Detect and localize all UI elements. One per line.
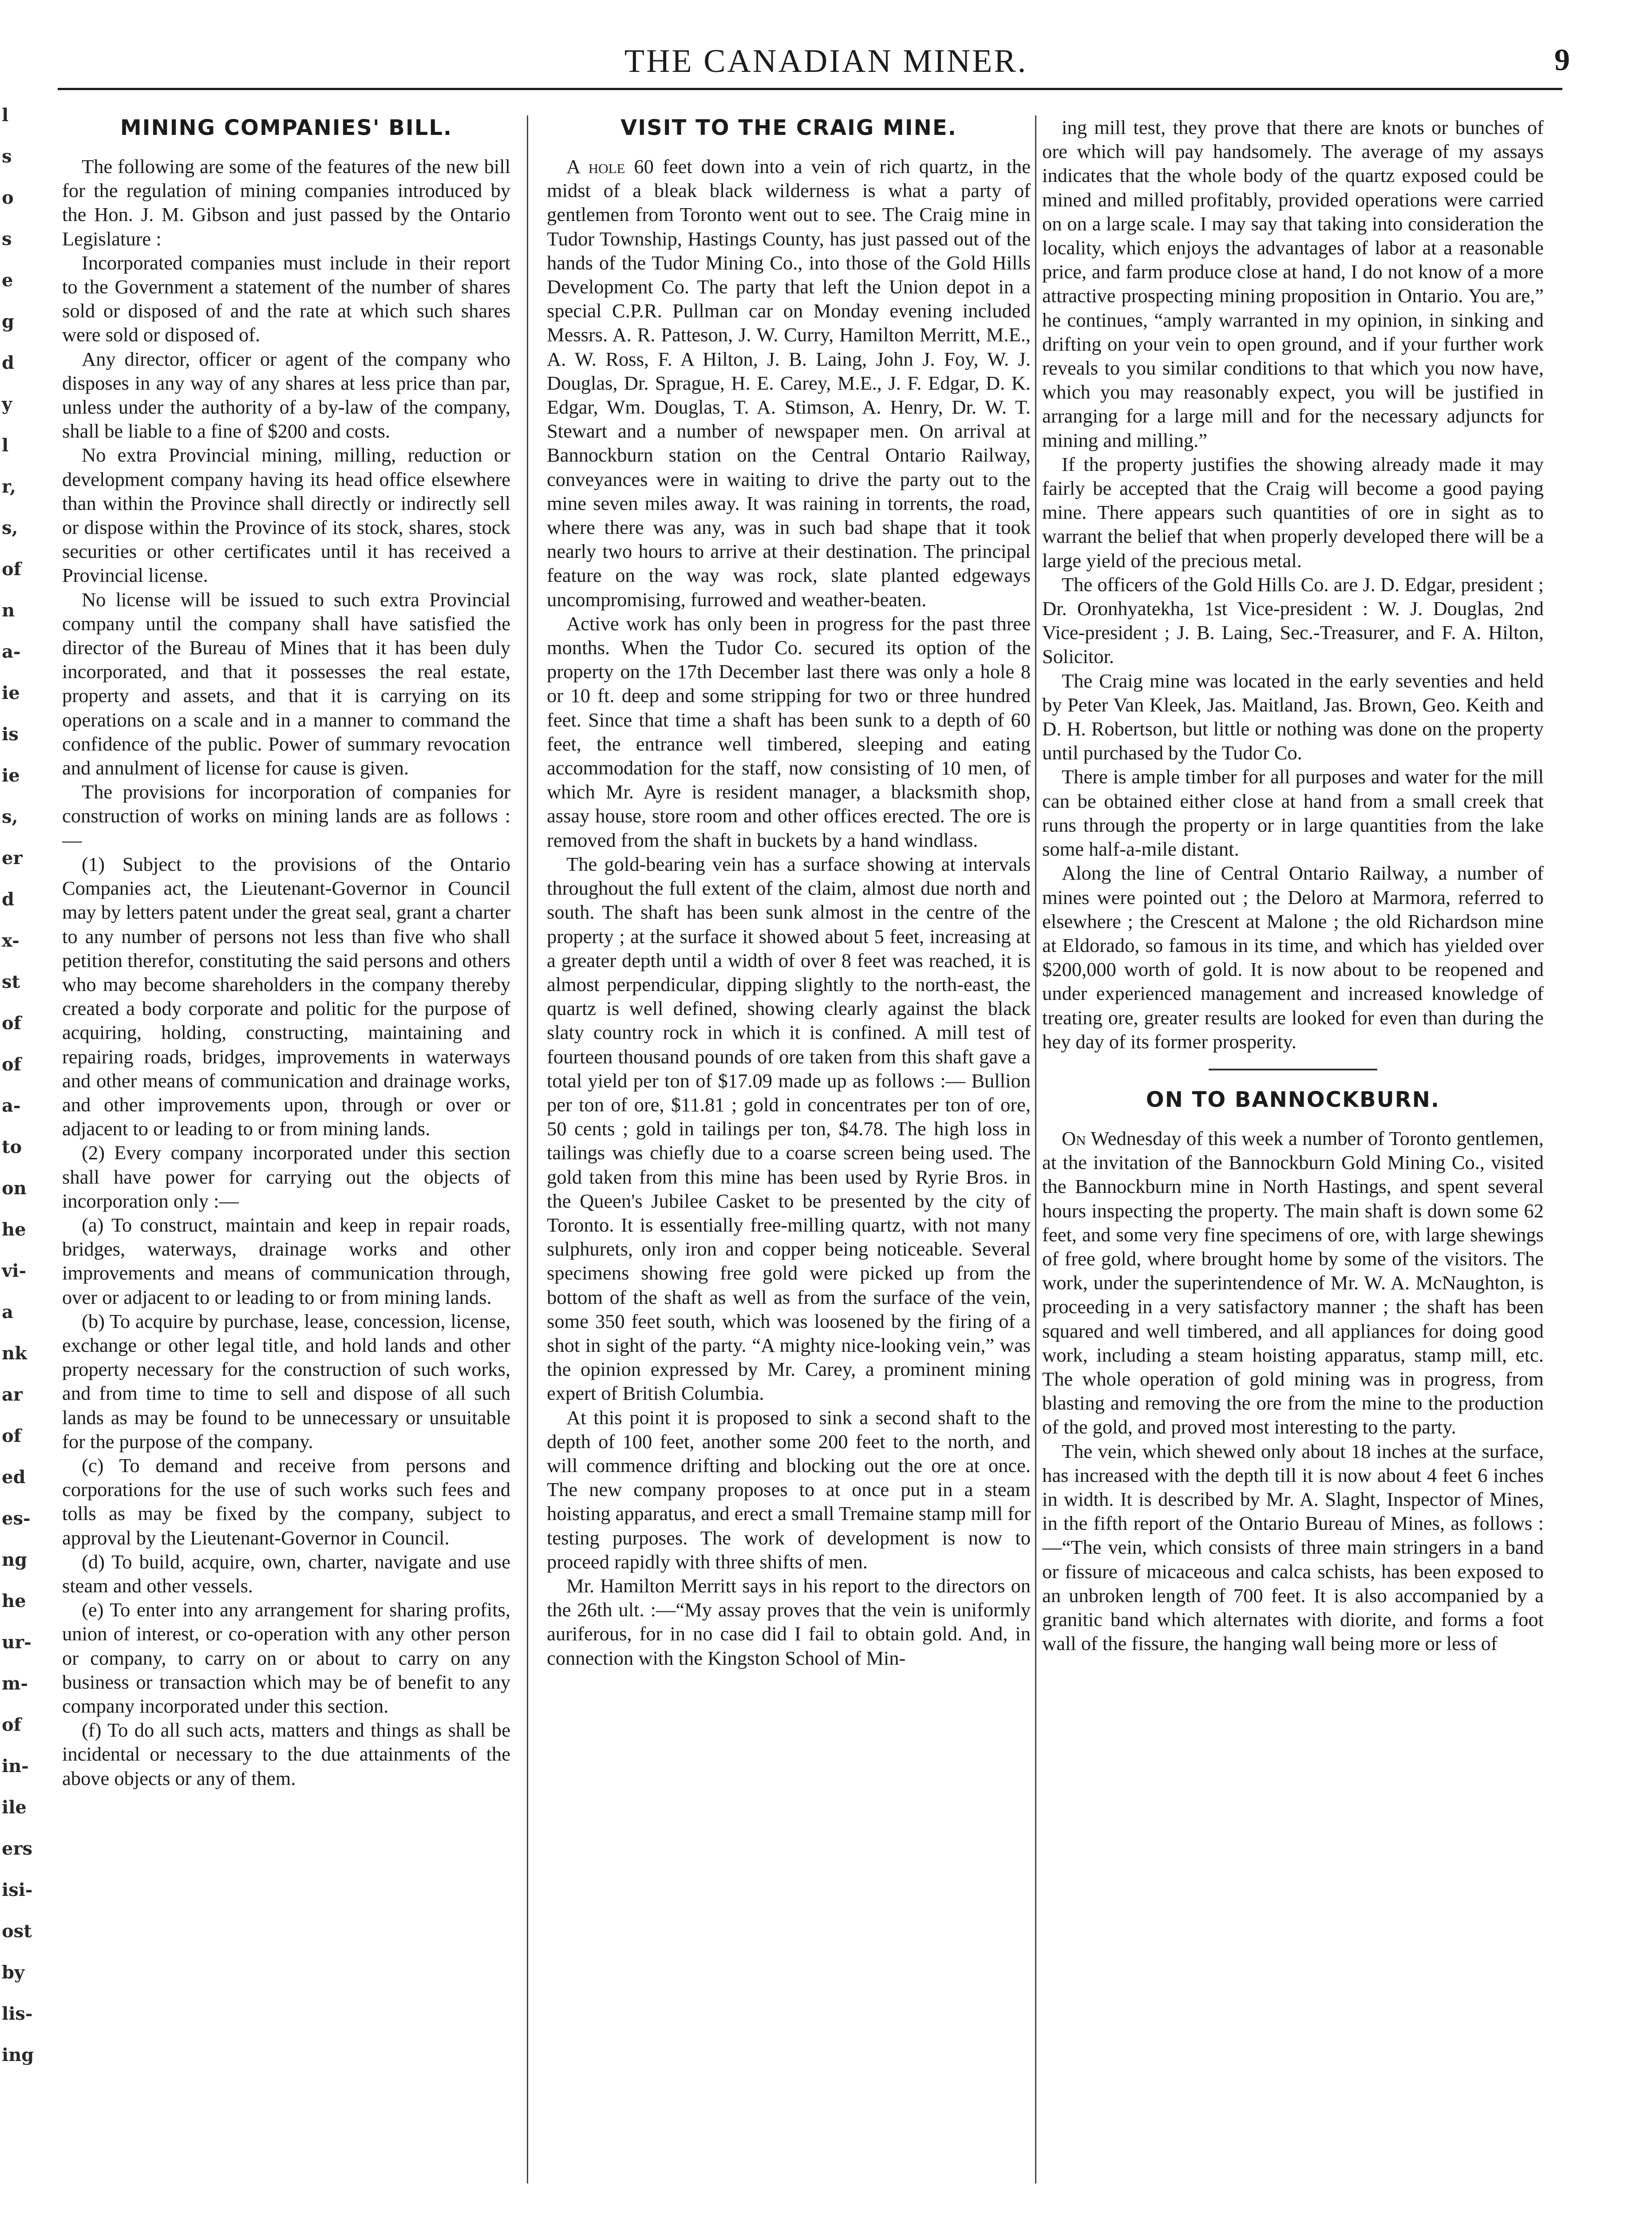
margin-fragment: ers [2,1838,33,1859]
article-body [1042,1126,1544,1655]
column-1 [62,115,510,2200]
margin-fragment: to [2,1137,22,1157]
left-margin-fragments [0,53,40,2077]
margin-fragment: he [2,1219,26,1240]
margin-fragment: of [2,1054,21,1075]
margin-fragment: by [2,1962,25,1983]
paragraph: There is ample timber for all purposes and water for the mill can be obtained either close at hand from a small creek that runs through the property or in large quantities from the lake some half-a-mile distant. [1042,766,1544,861]
article-body [547,154,1031,1670]
paragraph: (a) To construct, maintain and keep in repair roads, bridges, waterways, drainage works and other improvements and means of communication through, over or adjacent to or leading to or from mining lands. [62,1213,510,1308]
margin-fragment: ie [2,683,20,703]
margin-fragment: y [2,394,12,415]
margin-fragment: a [2,1302,13,1323]
paragraph: The Craig mine was located in the early seventies and held by Peter Van Kleek, Jas. Maitland, Jas. Brown, Geo. Keith and D. H. Robertson, but little or nothing was done on the property until purchased by the Tudor Co. [1042,669,1544,764]
paragraph: The gold-bearing vein has a surface showing at intervals throughout the full extent of the claim, almost due north and south. The shaft has been sunk almost in the centre of the property ; at the surface it showed about 5 feet, increasing at a greater depth until a width of over 8 feet was reached, it is almost perpendicular, dipping slightly to the north-east, the quartz is well defined, showing clearly against the black slaty country rock in which it is confined. A mill test of fourteen thousand pounds of ore taken from this shaft gave a total yield per ton of $17.09 made up as follows :— Bullion per ton of ore, $11.81 ; gold in concentrates per ton of ore, 50 cents ; gold in tailings per ton, $4.78. The high loss in tailings was chiefly due to a coarse screen being used. The gold taken from this mine has been used by Ryrie Bros. in the Queen's Jubilee Casket to be presented by the city of Toronto. It is essentially free-milling quartz, with not many sulphurets, only iron and copper being noticeable. Several specimens showing free gold were picked up from the bottom of the shaft as well as from the surface of the vein, some 350 feet south, which was loosened by the firing of a shot in sight of the party. “A mighty nice-looking vein,” was the opinion expressed by Mr. Carey, a prominent mining expert of British Columbia. [547,853,1031,1405]
paragraph [547,154,1031,612]
article-headline: ON TO BANNOCKBURN. [1146,1087,1440,1112]
paragraph: If the property justifies the showing already made it may fairly be accepted that the Craig will become a good paying mine. There appears such quantities of ore in sight as to warrant the belief that when properly developed there will be a large yield of the precious metal. [1042,453,1544,572]
paragraph: (b) To acquire by purchase, lease, concession, license, exchange or other legal title, and hold lands and other property necessary for the construction of such works, and from time to time to sell and dispose of all such lands as may be found to be unnecessary or unsuitable for the purpose of the company. [62,1310,510,1453]
margin-fragment: s [2,229,12,249]
margin-fragment: ing [2,2045,34,2065]
margin-fragment: ost [2,1921,32,1942]
margin-fragment: of [2,1714,21,1735]
margin-fragment: of [2,1013,21,1034]
paragraph: The vein, which shewed only about 18 inches at the surface, has increased with the depth till it is now about 4 feet 6 inches in width. It is described by Mr. A. Slaght, Inspector of Mines, in the fifth report of the Ontario Bureau of Mines, as follows :—“The vein, which consists of three main stringers in a band or fissure of micaceous and calca schists, has been exposed to an unbroken length of 700 feet. It is also accompanied by a granitic band which alternates with diorite, and forms a foot wall of the fissure, the hanging wall being more or less of [1042,1440,1544,1655]
margin-fragment: l [2,435,9,456]
paragraph: At this point it is proposed to sink a second shaft to the depth of 100 feet, another some 200 feet to the north, and will commence drifting and blocking out the ore at once. The new company proposes to at once put in a steam hoisting apparatus, and erect a small Tremaine stamp mill for testing purposes. The work of development is now to proceed rapidly with three shifts of men. [547,1406,1031,1573]
masthead-title: THE CANADIAN MINER. [624,43,1028,79]
paragraph: (1) Subject to the provisions of the Ontario Companies act, the Lieutenant-Governor in Council may by letters patent under the great seal, grant a charter to any number of persons not less than five who shall petition therefor, constituting the said persons and others who may become shareholders in the company thereby created a body corporate and politic for the purpose of acquiring, holding, constructing, maintaining and repairing roads, bridges, improvements in waterways and other means of communication and drainage works, and other improvements upon, through or over or adjacent to or leading to or from mining lands. [62,853,510,1140]
paragraph: The following are some of the features of the new bill for the regulation of mining companies introduced by the Hon. J. M. Gibson and just passed by the Ontario Legislature : [62,155,510,250]
lead-word: A hole [566,155,625,178]
margin-fragment: isi- [2,1879,33,1900]
paragraph: The officers of the Gold Hills Co. are J. D. Edgar, president ; Dr. Oronhyatekha, 1st Vice-president : W. J. Douglas, 2nd Vice-president ; J. B. Laing, Sec.-Treasurer, and F. A. Hilton, Solicitor. [1042,573,1544,668]
column-divider [527,115,528,2183]
paragraph: (c) To demand and receive from persons and corporations for the use of such works such fees and tolls as may be fixed by the company, subject to approval by the Lieutenant-Governor in Council. [62,1454,510,1549]
paragraph: Mr. Hamilton Merritt says in his report to the directors on the 26th ult. :—“My assay proves that the vein is uniformly auriferous, for in no case did I fail to obtain gold. And, in connection with the Kingston School of Min- [547,1574,1031,1669]
margin-fragment: ie [2,765,20,786]
column-2 [547,115,1031,2200]
margin-fragment: of [2,1425,21,1446]
margin-fragment: a- [2,1095,21,1116]
margin-fragment: n [2,600,15,621]
page-number: 9 [1554,43,1570,77]
margin-fragment: d [2,889,14,910]
margin-fragment: on [2,1178,27,1199]
article-headline: MINING COMPANIES' BILL. [120,115,453,140]
margin-fragment: a- [2,641,21,662]
margin-fragment: l [2,105,9,126]
margin-fragment: ed [2,1467,26,1488]
margin-fragment: in- [2,1756,29,1777]
margin-fragment: ile [2,1797,27,1818]
paragraph: Active work has only been in progress for the past three months. When the Tudor Co. secured its option of the property on the 17th December last there was only a hole 8 or 10 ft. deep and some stripping for two or three hundred feet. Since that time a shaft has been sunk to a depth of 60 feet, the entrance well timbered, sleeping and eating accommodation for the staff, now consisting of 10 men, of which Mr. Ayre is resident manager, a blacksmith shop, assay house, store room and other offices erected. The ore is removed from the shaft in buckets by a hand windlass. [547,612,1031,851]
running-head [0,43,1652,83]
margin-fragment: of [2,559,21,580]
margin-fragment: lis- [2,2003,33,2024]
paragraph: Along the line of Central Ontario Railway, a number of mines were pointed out ; the Deloro at Marmora, referred to elsewhere ; the Crescent at Malone ; the old Richardson mine at Eldorado, so famous in its time, and which has yielded over $200,000 worth of gold. It is now about to be reopened and under experienced management and increased knowledge of treating ore, greater results are looked for even than during the hey day of its former prosperity. [1042,862,1544,1053]
header-rule [58,88,1562,90]
article-body [62,154,510,1790]
paragraph: (d) To build, acquire, own, charter, navigate and use steam and other vessels. [62,1550,510,1597]
margin-fragment: nk [2,1343,27,1364]
margin-fragment: s, [2,517,18,538]
paragraph: ing mill test, they prove that there are knots or bunches of ore which will pay handsomely. The average of my assays indicates that the whole body of the quartz exposed could be mined and milled profitably, provided operations were carried on on a large scale. I may say that taking into consideration the locality, which enjoys the advantages of labor at a reasonable price, and farm produce close at hand, I do not know of a more attractive prospecting mining proposition in Ontario. You are,” he continues, “amply warranted in my opinion, in sinking and drifting on your vein to open ground, and if your further work reveals to you similar conditions to that which you now have, which you may reasonably expect, you will be justified in arranging for a large mill and for the necessary adjuncts for mining and milling.” [1042,116,1544,451]
column-3 [1042,115,1544,2201]
margin-fragment: m- [2,1673,28,1694]
paragraph: (f) To do all such acts, matters and things as shall be incidental or necessary to the due attainments of the above objects or any of them. [62,1719,510,1789]
margin-fragment: he [2,1591,26,1611]
margin-fragment: ur- [2,1632,32,1653]
paragraph: No license will be issued to such extra Provincial company until the company shall have satisfied the director of the Bureau of Mines that it has been duly incorporated, and that it possesses the real estate, property and assets, and that it is carrying on its operations on a scale and in a manner to command the confidence of the public. Power of summary revocation and annulment of license for cause is given. [62,588,510,779]
margin-fragment: vi- [2,1260,27,1281]
margin-fragment: e [2,270,13,291]
section-rule [1209,1069,1377,1070]
article-headline: VISIT TO THE CRAIG MINE. [620,115,957,140]
paragraph-text: Wednesday of this week a number of Toronto gentlemen, at the invitation of the Bannockburn Gold Mining Co., visited the Bannockburn mine in North Hastings, and spent several hours inspecting the property. The main shaft is down some 62 feet, and some very fine specimens of ore, with large shewings of free gold, where brought home by some of the visitors. The work, under the superintendence of Mr. W. A. McNaughton, is proceeding in a very satisfactory manner ; the shaft has been squared and well timbered, and all appliances for doing good work, including a steam hoisting apparatus, stamp mill, etc. The whole operation of gold mining was in progress, from blasting and removing the ore from the mine to the production of the gold, and proved most interesting to the party. [1042,1127,1544,1438]
margin-fragment: g [2,311,14,332]
lead-word: On [1062,1127,1086,1149]
margin-fragment: ng [2,1549,28,1570]
paragraph [1042,1126,1544,1439]
paragraph: Incorporated companies must include in their report to the Government a statement of the number of shares sold or disposed of and the rate at which such shares were sold or disposed of. [62,251,510,346]
paragraph: (e) To enter into any arrangement for sharing profits, union of interest, or co-operation with any other person or company, to carry on or about to carry on any business or transaction which may be of benefit to any company incorporated under this section. [62,1599,510,1717]
margin-fragment: is [2,724,19,745]
margin-fragment: st [2,971,20,992]
paragraph: Any director, officer or agent of the company who disposes in any way of any shares at less price than par, unless under the authority of a by-law of the company, shall be liable to a fine of $200 and costs. [62,347,510,442]
paragraph: (2) Every company incorporated under this section shall have power for carrying out the objects of incorporation only :— [62,1141,510,1212]
paragraph: No extra Provincial mining, milling, reduction or development company having its head office elsewhere than within the Province shall directly or indirectly sell or dispose within the Province of its stock, shares, stock securities or other certificates until it has received a Provincial license. [62,444,510,587]
paragraph: The provisions for incorporation of companies for construction of works on mining lands are as follows :— [62,781,510,851]
margin-fragment: r, [2,476,16,497]
margin-fragment: s [2,146,12,167]
column-divider [1035,115,1036,2183]
margin-fragment: ar [2,1384,23,1405]
margin-fragment: es- [2,1508,31,1529]
margin-fragment: d [2,352,14,373]
paragraph-text: 60 feet down into a vein of rich quartz, in the midst of a bleak black wilderness is what a party of gentlemen from Toronto went out to see. The Craig mine in Tudor Township, Hastings County, has just passed out of the hands of the Tudor Mining Co., into those of the Gold Hills Development Co. The party that left the Union depot in a special C.P.R. Pullman car on Monday evening included Messrs. A. R. Patteson, J. W. Curry, Hamilton Merritt, M.E., A. W. Ross, F. A Hilton, J. B. Laing, John J. Foy, W. J. Douglas, Dr. Sprague, H. E. Carey, M.E., J. F. Edgar, D. K. Edgar, Wm. Douglas, T. A. Stimson, A. Henry, Dr. W. T. Stewart and a number of newspaper men. On arrival at Bannockburn station on the Central Ontario Railway, conveyances were in waiting to drive the party out to the mine seven miles away. It was raining in torrents, the road, where there was any, was in such bad shape that it took nearly two hours to arrive at their destination. The principal feature on the way was rock, slate planted edgeways uncompromising, furrowed and weather-beaten. [547,155,1031,611]
margin-fragment: er [2,848,23,869]
margin-fragment: o [2,187,14,208]
margin-fragment: s, [2,806,18,827]
margin-fragment: x- [2,930,20,951]
article-continuation [1042,115,1544,1054]
